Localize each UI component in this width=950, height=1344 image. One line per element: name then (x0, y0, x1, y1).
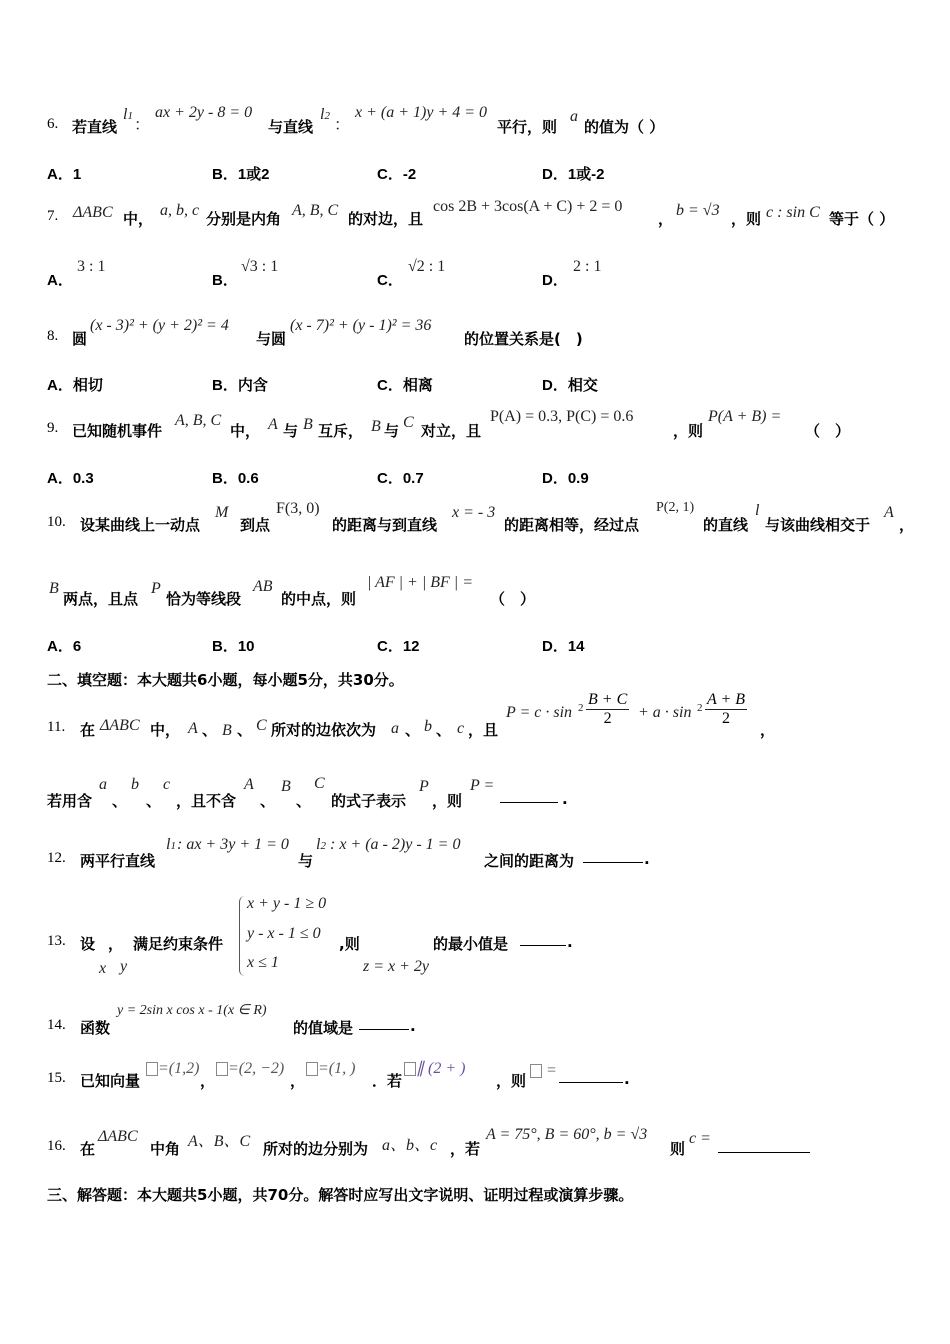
q11-side-a-2: a (99, 776, 107, 793)
q11-angle-c: C (256, 717, 267, 734)
q8-circle-1: (x - 3)² + (y + 2)² = 4 (90, 317, 229, 334)
q15-text-3: ，则 (496, 1072, 527, 1090)
q15-vector-2: =(2, −2) (216, 1060, 284, 1078)
q11-plus-term: + a · sin (638, 704, 692, 721)
q7-option-a-label: A． (47, 272, 73, 289)
q6-text-4: 的值为（ ） (584, 118, 665, 136)
q11-sep-7: 、 (260, 792, 276, 810)
q11-fraction-1 (586, 691, 629, 728)
q11-sep-1: 、 (202, 721, 218, 739)
q10-text-10: （ ） (490, 590, 536, 608)
q10-option-b: B．10 (212, 638, 255, 655)
q10-text-4: 的距离相等，经过点 (504, 516, 640, 534)
q16-sides: a、b、c (382, 1137, 438, 1154)
q16-number: 16. (47, 1138, 66, 1154)
q7-angles: A, B, C (292, 202, 339, 219)
section-2-heading: 二、填空题：本大题共6小题，每小题5分，共30分。 (47, 671, 404, 689)
q10-text-5: 的直线 (703, 516, 749, 534)
q11-text-2: 中， (150, 721, 181, 739)
q9-number: 9. (47, 420, 59, 436)
q11-angle-a-2: A (244, 776, 254, 793)
q15-unknown: = (530, 1062, 557, 1080)
q14-number: 14. (47, 1017, 66, 1033)
q10-point-f: F(3, 0) (276, 500, 320, 517)
q11-fraction-1-numerator: B + C (588, 691, 628, 708)
q12-l1: l1 (166, 836, 176, 853)
q11-comma: ， (760, 721, 776, 739)
q9-event-b-2: B (371, 418, 381, 435)
q6-equation-2: x + (a + 1)y + 4 = 0 (355, 104, 488, 121)
q11-fraction-1-denominator: 2 (603, 710, 612, 727)
q7-equation: cos 2B + 3cos(A + C) + 2 = 0 (433, 198, 623, 215)
q15-vector-c-icon (306, 1062, 318, 1076)
q15-parallel-condition: ∥ (2 + ) (404, 1058, 465, 1078)
q11-sep-5: 、 (112, 792, 128, 810)
q8-option-d: D．相交 (542, 377, 598, 394)
q16-text-3: 所对的边分别为 (263, 1140, 369, 1158)
q11-answer-blank[interactable] (500, 788, 558, 803)
q12-text-2: 与 (298, 852, 314, 870)
q9-option-d: D．0.9 (542, 470, 589, 487)
q10-point-p: P(2, 1) (656, 500, 695, 515)
q8-number: 8. (47, 328, 59, 344)
q9-option-b: B．0.6 (212, 470, 259, 487)
q8-option-b: B．内含 (212, 377, 268, 394)
q7-text-3: 的对边，且 (348, 210, 424, 228)
q15-number: 15. (47, 1070, 66, 1086)
q15-vector-1: =(1,2) (146, 1060, 199, 1078)
q11-sep-4: 、 (436, 721, 452, 739)
q16-answer-blank[interactable] (718, 1138, 810, 1153)
q10-segment-ab: AB (253, 578, 273, 595)
q8-text-1: 圆 (72, 330, 88, 348)
q11-text-6: ，且不含 (176, 792, 237, 810)
q13-constraint-brace (239, 896, 246, 976)
q10-text-2: 到点 (240, 516, 271, 534)
q16-text-1: 在 (80, 1140, 96, 1158)
q11-end: . (562, 790, 568, 808)
q10-option-c: C．12 (377, 638, 420, 655)
q8-text-3: 的位置关系是( ) (464, 330, 583, 348)
q15-answer-blank[interactable] (559, 1068, 623, 1083)
q11-fraction-2-denominator: 2 (722, 710, 731, 727)
q6-option-b: B．1或2 (212, 166, 270, 183)
q11-p-definition: P = c · sin (506, 704, 573, 721)
q16-text-5: 则 (670, 1140, 686, 1158)
q16-angles: A、B、C (188, 1133, 251, 1150)
q11-text-8: ，则 (432, 792, 463, 810)
q10-point-a: A (884, 504, 894, 521)
q13-constraint-3: x ≤ 1 (247, 954, 279, 971)
q6-option-d: D．1或-2 (542, 166, 605, 183)
q9-text-2: 中， (230, 422, 261, 440)
q11-fraction-2-numerator: A + B (707, 691, 746, 708)
q11-side-c: c (457, 720, 465, 737)
q7-text-5: 等于（ ） (829, 210, 895, 228)
q6-l2: l2 (320, 106, 330, 123)
q11-sep-3: 、 (405, 721, 421, 739)
q12-number: 12. (47, 850, 66, 866)
q10-option-a: A．6 (47, 638, 82, 655)
q13-text-3: ,则 (339, 935, 360, 953)
q9-probabilities: P(A) = 0.3, P(C) = 0.6 (490, 408, 634, 425)
q9-text-7: ，则 (673, 422, 704, 440)
q12-answer-blank[interactable] (583, 848, 643, 863)
q11-text-4: ，且 (468, 721, 499, 739)
q9-event-b: B (303, 416, 313, 433)
q7-option-a-value: 3 : 1 (77, 258, 106, 275)
q14-text-1: 函数 (80, 1019, 111, 1037)
q13-objective: z = x + 2y (363, 958, 430, 975)
q6-equation-1: ax + 2y - 8 = 0 (155, 104, 253, 121)
q15-text-2: ．若 (372, 1072, 403, 1090)
q15-end: . (624, 1070, 630, 1088)
q9-text-1: 已知随机事件 (72, 422, 163, 440)
q6-variable-a: a (570, 108, 578, 125)
q16-text-4: ，若 (450, 1140, 481, 1158)
q12-l2: l2 (316, 836, 326, 853)
q13-variable-y: y (120, 958, 128, 975)
q9-option-a: A．0.3 (47, 470, 94, 487)
q13-text-2: 满足约束条件 (133, 935, 224, 953)
q6-text-1: 若直线 (72, 118, 118, 136)
q9-text-5: 与 (384, 422, 400, 440)
q11-angle-c-2: C (314, 775, 325, 792)
q13-text-1: 设 (80, 935, 96, 953)
q9-events: A, B, C (175, 412, 222, 429)
q7-number: 7. (47, 208, 59, 224)
q15-vector-3: =(1, ) (306, 1060, 355, 1078)
q10-line-l: l (755, 502, 760, 519)
q13-variable-x: x (99, 960, 107, 977)
q9-option-c: C．0.7 (377, 470, 424, 487)
q10-line-x: x = - 3 (452, 504, 496, 521)
q7-text-1: 中， (123, 210, 154, 228)
q11-triangle: ΔABC (100, 717, 140, 734)
q11-square-1: 2 (578, 702, 584, 714)
q7-b-value: b = √3 (676, 202, 720, 219)
q13-end: . (567, 933, 573, 951)
q13-text-4: 的最小值是 (433, 935, 509, 953)
q6-l1: l1 (123, 106, 133, 123)
q10-point-b: B (49, 580, 59, 597)
q14-end: . (410, 1017, 416, 1035)
q7-option-d-value: 2 : 1 (573, 258, 602, 275)
q6-option-a: A．1 (47, 166, 82, 183)
q11-sep-6: 、 (146, 792, 162, 810)
q12-equation-2: : x + (a - 2)y - 1 = 0 (330, 836, 461, 853)
q14-text-2: 的值域是 (293, 1019, 354, 1037)
q10-text-8: 恰为等线段 (166, 590, 242, 608)
q6-colon-1: ： (134, 117, 151, 134)
q7-sides: a, b, c (160, 202, 200, 219)
q11-text-7: 的式子表示 (331, 792, 407, 810)
q9-text-8: （ ） (805, 422, 851, 440)
q8-text-2: 与圆 (256, 330, 287, 348)
q10-text-3: 的距离与到直线 (332, 516, 438, 534)
q8-option-c: C．相离 (377, 377, 433, 394)
q11-fraction-2 (705, 691, 747, 728)
q7-text-4: ，则 (731, 210, 762, 228)
q10-number: 10. (47, 514, 66, 530)
q6-option-c: C．-2 (377, 166, 417, 183)
q14-function: y = 2sin x cos x - 1(x ∈ R) (117, 1003, 267, 1018)
q11-text-5: 若用含 (47, 792, 93, 810)
q11-side-b: b (424, 718, 432, 735)
q7-option-c-value: √2 : 1 (408, 258, 446, 275)
q9-text-3: 与 (283, 422, 299, 440)
q10-point-m: M (215, 504, 229, 521)
q15-sep-1: ， (200, 1072, 216, 1090)
q12-end: . (644, 850, 650, 868)
q6-number: 6. (47, 116, 59, 132)
q13-number: 13. (47, 933, 66, 949)
q15-sep-2: ， (290, 1072, 306, 1090)
q10-text-9: 的中点，则 (281, 590, 357, 608)
q7-comma: ， (658, 210, 674, 228)
q12-text-3: 之间的距离为 (484, 852, 575, 870)
q6-text-3: 平行，则 (497, 118, 558, 136)
q8-circle-2: (x - 7)² + (y - 1)² = 36 (290, 317, 432, 334)
q11-sep-2: 、 (237, 721, 253, 739)
q15-text-1: 已知向量 (80, 1072, 141, 1090)
q16-conditions: A = 75°, B = 60°, b = √3 (486, 1126, 648, 1143)
q6-colon-2: ： (334, 117, 351, 134)
q10-comma: ， (899, 516, 915, 534)
q11-text-3: 所对的边依次为 (271, 721, 377, 739)
q16-c-equals: c = (689, 1130, 711, 1147)
q14-answer-blank[interactable] (359, 1015, 409, 1030)
q15-vector-icon (404, 1062, 416, 1076)
q16-triangle: ΔABC (98, 1128, 138, 1145)
q7-option-d-label: D． (542, 272, 568, 289)
q12-text-1: 两平行直线 (80, 852, 156, 870)
q9-target: P(A + B) = (708, 408, 782, 425)
q12-equation-1: : ax + 3y + 1 = 0 (177, 836, 289, 853)
q10-text-1: 设某曲线上一动点 (80, 516, 201, 534)
q9-event-a: A (268, 416, 278, 433)
q7-text-2: 分别是内角 (206, 210, 282, 228)
q9-text-4: 互斥， (318, 422, 364, 440)
q11-square-2: 2 (697, 702, 703, 714)
q10-text-7: 两点，且点 (63, 590, 139, 608)
q11-sep-8: 、 (296, 792, 312, 810)
q9-event-c: C (403, 414, 414, 431)
q13-constraint-1: x + y - 1 ≥ 0 (247, 895, 327, 912)
q11-angle-b: B (222, 722, 232, 739)
q10-option-d: D．14 (542, 638, 585, 655)
q7-triangle: ΔABC (73, 204, 113, 221)
section-3-heading: 三、解答题：本大题共5小题，共70分。解答时应写出文字说明、证明过程或演算步骤。 (47, 1186, 634, 1204)
q9-text-6: 对立，且 (421, 422, 482, 440)
q11-number: 11. (47, 719, 66, 735)
q11-angle-a: A (188, 720, 198, 737)
q11-p: P (419, 778, 429, 795)
q10-text-6: 与该曲线相交于 (765, 516, 871, 534)
q11-p-equals: P = (470, 777, 495, 794)
q7-option-b-label: B． (212, 272, 238, 289)
q11-angle-b-2: B (281, 778, 291, 795)
q6-text-2: 与直线 (268, 118, 314, 136)
q11-side-c-2: c (163, 776, 171, 793)
q7-option-c-label: C． (377, 272, 403, 289)
q13-constraint-2: y - x - 1 ≤ 0 (247, 925, 321, 942)
q7-ratio: c : sin C (766, 204, 820, 221)
q16-text-2: 中角 (150, 1140, 181, 1158)
q13-comma: ， (108, 935, 124, 953)
q15-lambda-icon (530, 1064, 542, 1078)
q15-vector-b-icon (216, 1062, 228, 1076)
q15-vector-a-icon (146, 1062, 158, 1076)
q13-answer-blank[interactable] (520, 931, 566, 946)
q11-side-b-2: b (131, 776, 139, 793)
q7-option-b-value: √3 : 1 (241, 258, 279, 275)
q11-text-1: 在 (80, 721, 96, 739)
q11-side-a: a (391, 720, 399, 737)
q8-option-a: A．相切 (47, 377, 103, 394)
q10-sum: | AF | + | BF | = (367, 574, 473, 591)
q10-point-p-2: P (151, 580, 161, 597)
